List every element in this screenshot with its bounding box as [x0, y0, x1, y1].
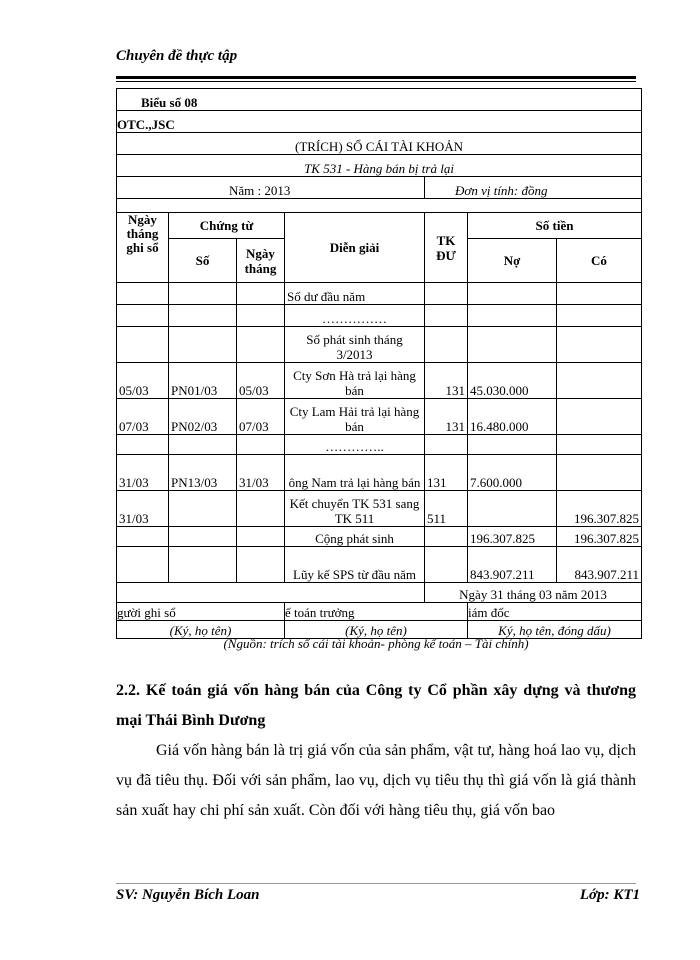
header-voucher: Chứng từ: [169, 213, 285, 239]
sign-date-spacer: [117, 583, 425, 603]
signer-chief-accountant: ế toán trưởng: [285, 603, 468, 621]
row-description: Cty Lam Hải trả lại hàng bán: [285, 399, 425, 435]
row-voucher-no: [169, 435, 237, 455]
row-date: 07/03: [117, 399, 169, 435]
row-contra-account: 131: [425, 399, 468, 435]
row-voucher-date: [237, 305, 285, 327]
row-voucher-date: [237, 283, 285, 305]
row-voucher-date: 31/03: [237, 455, 285, 491]
table-row: [117, 527, 642, 547]
row-credit: [557, 363, 642, 399]
row-contra-account: 131: [425, 363, 468, 399]
row-voucher-date: [237, 527, 285, 547]
footer-rule: [116, 883, 636, 884]
row-date: [117, 327, 169, 363]
row-voucher-no: [169, 327, 237, 363]
row-credit: 196.307.825: [557, 491, 642, 527]
table-row: [117, 305, 642, 327]
row-description: Số dư đầu năm: [285, 283, 425, 305]
row-contra-account: [425, 547, 468, 583]
ledger-unit: Đơn vị tính: đồng: [425, 177, 642, 199]
row-description: …………..: [285, 435, 425, 455]
row-credit: [557, 327, 642, 363]
row-voucher-date: [237, 327, 285, 363]
header-rule-thick: [116, 76, 636, 79]
table-row: [117, 327, 642, 363]
signer-chief-note: (Ký, họ tên): [285, 621, 468, 639]
table-row: [117, 399, 642, 435]
row-debit: [468, 305, 557, 327]
row-contra-account: [425, 527, 468, 547]
row-credit: [557, 283, 642, 305]
row-credit: [557, 399, 642, 435]
signer-recorder-note: (Ký, họ tên): [117, 621, 285, 639]
row-contra-account: [425, 327, 468, 363]
row-date: [117, 547, 169, 583]
row-description: Kết chuyển TK 531 sang TK 511: [285, 491, 425, 527]
row-credit: 196.307.825: [557, 527, 642, 547]
row-debit: 843.907.211: [468, 547, 557, 583]
table-row: [117, 491, 642, 527]
row-voucher-no: PN02/03: [169, 399, 237, 435]
row-voucher-no: [169, 305, 237, 327]
ledger-table: [116, 88, 642, 639]
row-date: [117, 305, 169, 327]
row-voucher-date: 05/03: [237, 363, 285, 399]
header-date: Ngày tháng ghi sổ: [117, 213, 169, 283]
row-date: 05/03: [117, 363, 169, 399]
row-description: Cộng phát sinh: [285, 527, 425, 547]
header-rule-thin: [116, 81, 636, 82]
row-credit: [557, 305, 642, 327]
row-debit: [468, 283, 557, 305]
row-voucher-date: [237, 491, 285, 527]
header-debit: Nợ: [468, 239, 557, 283]
row-voucher-no: PN13/03: [169, 455, 237, 491]
table-source-note: (Nguồn: trích sổ cái tài khoản- phòng kế toán – Tài chính): [223, 636, 529, 651]
page-header-title: Chuyên đề thực tập: [116, 48, 238, 64]
footer-class: Lớp: KT1: [579, 887, 640, 903]
row-credit: [557, 455, 642, 491]
table-row: [117, 547, 642, 583]
company-name: OTC.,JSC: [117, 111, 642, 133]
section-heading: 2.2. Kế toán giá vốn hàng bán của Công ty Cổ phần xây dựng và thương mại Thái Bình Dương: [116, 682, 636, 729]
row-debit: 45.030.000: [468, 363, 557, 399]
body-paragraph: Giá vốn hàng bán là trị giá vốn của sản phẩm, vật tư, hàng hoá lao vụ, dịch vụ đã tiêu thụ. Đối với sản phẩm, lao vụ, dịch vụ tiêu thụ thì giá vốn là giá thành sản xuất hay chi phí sản xuất. Còn đối với hàng tiêu thụ, giá vốn bao: [116, 742, 636, 819]
signer-recorder: gười ghi sổ: [117, 603, 285, 621]
header-amount: Số tiền: [468, 213, 642, 239]
row-credit: [557, 435, 642, 455]
row-debit: 7.600.000: [468, 455, 557, 491]
row-debit: [468, 327, 557, 363]
row-description: ……………: [285, 305, 425, 327]
row-date: 31/03: [117, 491, 169, 527]
row-voucher-no: PN01/03: [169, 363, 237, 399]
row-contra-account: [425, 305, 468, 327]
row-contra-account: [425, 435, 468, 455]
row-debit: [468, 435, 557, 455]
table-row: [117, 455, 642, 491]
ledger-year: Năm : 2013: [117, 177, 425, 199]
header-contra-account: TK ĐƯ: [425, 213, 468, 283]
signer-director-note: Ký, họ tên, đóng dấu): [468, 621, 642, 639]
signer-director: iám đốc: [468, 603, 642, 621]
row-description: Số phát sinh tháng 3/2013: [285, 327, 425, 363]
row-contra-account: 131: [425, 455, 468, 491]
row-voucher-no: [169, 547, 237, 583]
row-date: [117, 435, 169, 455]
row-voucher-date: [237, 435, 285, 455]
row-credit: 843.907.211: [557, 547, 642, 583]
ledger-spacer-row: [117, 199, 642, 213]
row-voucher-date: [237, 547, 285, 583]
header-voucher-date: Ngày tháng: [237, 239, 285, 283]
row-date: [117, 283, 169, 305]
ledger-account: TK 531 - Hàng bán bị trả lại: [117, 155, 642, 177]
table-row: [117, 435, 642, 455]
row-voucher-no: [169, 527, 237, 547]
row-description: Lũy kế SPS từ đầu năm: [285, 547, 425, 583]
row-contra-account: 511: [425, 491, 468, 527]
ledger-title: (TRÍCH) SỔ CÁI TÀI KHOẢN: [117, 133, 642, 155]
header-credit: Có: [557, 239, 642, 283]
row-contra-account: [425, 283, 468, 305]
row-date: 31/03: [117, 455, 169, 491]
row-description: Cty Sơn Hà trả lại hàng bán: [285, 363, 425, 399]
sign-date: Ngày 31 tháng 03 năm 2013: [425, 583, 642, 603]
header-voucher-no: Số: [169, 239, 237, 283]
row-date: [117, 527, 169, 547]
row-debit: 16.480.000: [468, 399, 557, 435]
header-description: Diễn giải: [285, 213, 425, 283]
row-debit: 196.307.825: [468, 527, 557, 547]
table-row: [117, 283, 642, 305]
row-voucher-date: 07/03: [237, 399, 285, 435]
form-number: Biểu số 08: [117, 89, 642, 111]
table-row: [117, 363, 642, 399]
row-voucher-no: [169, 491, 237, 527]
footer-student-name: SV: Nguyễn Bích Loan: [116, 887, 260, 903]
row-description: ông Nam trả lại hàng bán: [285, 455, 425, 491]
row-voucher-no: [169, 283, 237, 305]
row-debit: [468, 491, 557, 527]
